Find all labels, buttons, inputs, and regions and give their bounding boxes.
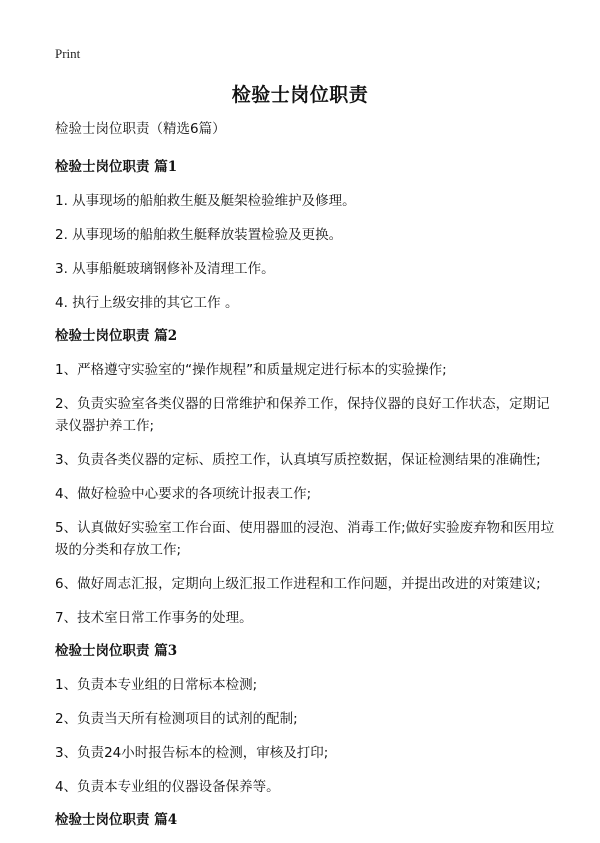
document-body — [55, 119, 555, 843]
list-item: 3、负责各类仪器的定标、质控工作，认真填写质控数据，保证检测结果的准确性; — [55, 452, 541, 468]
list-item: 3、负责24小时报告标本的检测，审核及打印; — [55, 745, 329, 761]
list-item: 4、做好检验中心要求的各项统计报表工作; — [55, 486, 312, 502]
list-item: 2. 从事现场的船舶救生艇释放装置检验及更换。 — [55, 227, 343, 243]
document-subtitle: 检验士岗位职责（精选6篇） — [55, 121, 226, 137]
list-item: 3. 从事船艇玻璃钢修补及清理工作。 — [55, 261, 275, 277]
section-heading: 检验士岗位职责 篇2 — [55, 328, 178, 344]
list-item: 5、认真做好实验室工作台面、使用器皿的浸泡、消毒工作;做好实验废弃物和医用垃圾的分类和存放工作; — [55, 520, 555, 558]
section-3 — [55, 641, 555, 798]
section-heading: 检验士岗位职责 篇1 — [55, 159, 178, 175]
section-heading: 检验士岗位职责 篇4 — [55, 812, 178, 828]
list-item: 2、负责当天所有检测项目的试剂的配制; — [55, 711, 298, 727]
list-item: 1、严格遵守实验室的“操作规程”和质量规定进行标本的实验操作; — [55, 362, 447, 378]
list-item: 1. 从事现场的船舶救生艇及艇架检验维护及修理。 — [55, 193, 356, 209]
list-item: 4. 执行上级安排的其它工作 。 — [55, 295, 239, 311]
section-4 — [55, 810, 555, 830]
section-heading: 检验士岗位职责 篇3 — [55, 643, 178, 659]
print-label: Print — [55, 46, 81, 61]
section-1 — [55, 157, 555, 314]
list-item: 7、技术室日常工作事务的处理。 — [55, 610, 253, 626]
section-2 — [55, 326, 555, 629]
list-item: 2、负责实验室各类仪器的日常维护和保养工作，保持仪器的良好工作状态，定期记录仪器护养工作; — [55, 396, 550, 434]
list-item: 1、负责本专业组的日常标本检测; — [55, 677, 258, 693]
document-title: 检验士岗位职责 — [231, 84, 369, 106]
list-item: 4、负责本专业组的仪器设备保养等。 — [55, 779, 280, 795]
list-item: 6、做好周志汇报，定期向上级汇报工作进程和工作问题，并提出改进的对策建议; — [55, 576, 541, 592]
